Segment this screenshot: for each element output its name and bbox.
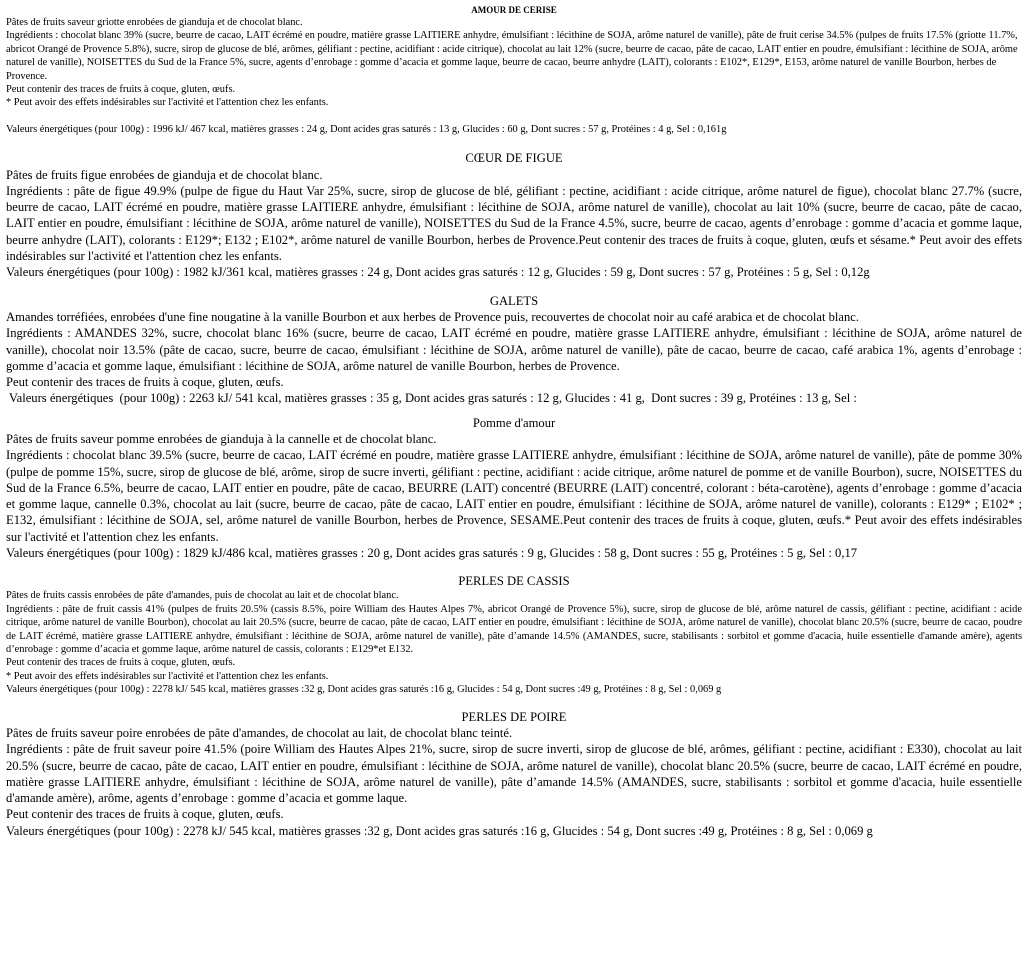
section-energy: Valeurs énergétiques (pour 100g) : 1982 kJ/361 kcal, matières grasses : 24 g, Dont acides gras saturés : 12 g, Glucides : 59 g, Dont sucres : 57 g, Protéines : 5 g, Sel : 0,12g <box>6 265 870 280</box>
product-sheet <box>6 4 1022 839</box>
section-galets <box>6 293 1022 407</box>
section-warning: * Peut avoir des effets indésirables sur l'activité et l'attention chez les enfants. <box>6 670 329 682</box>
section-title: AMOUR DE CERISE <box>471 5 557 15</box>
section-ingredients: Ingrédients : pâte de fruit cassis 41% (pulpes de fruits 20.5% (cassis 8.5%, poire William des Hautes Alpes 7%, abricot Orangé de Provence 5%), sucre, sirop de glucose de blé, arôme naturel de cassis, gélifiant : pectine, acidifiant : acide citrique, arôme naturel de vanille Bourbon), chocolat au lait 20.5% (sucre, beurre de cacao, pâte de cacao, LAIT entier en poudre, émulsifiant : lécithine de SOJA, arôme naturel de vanille), chocolat blanc 20.5% (sucre, beurre de cacao, poudre de LAIT écrémé, matière grasse LAITIERE anhydre, émulsifiant : lécithine de SOJA, arôme naturel de vanille), pâte d’amande 14.5% (AMANDES, sucre, stabilisants : sorbitol et gomme d'acacia, huile essentielle d'amande amère), agents d’enrobage : gomme d’acacia et gomme laque, arôme naturel de cassis, colorants : E129*et E132. <box>6 603 1022 655</box>
section-description: Pâtes de fruits cassis enrobées de pâte d'amandes, puis de chocolat au lait et de chocolat blanc. <box>6 590 399 602</box>
section-description: Pâtes de fruits figue enrobées de gianduja et de chocolat blanc. <box>6 167 323 182</box>
section-ingredients: Ingrédients : pâte de figue 49.9% (pulpe de figue du Haut Var 25%, sucre, sirop de glucose de blé, gélifiant : pectine, acidifiant : acide citrique, arôme naturel de figue), chocolat blanc 27.7% (sucre, beurre de cacao, LAIT écrémé en poudre, matière grasse LAITIERE anhydre, émulsifiant : lécithine de SOJA, arôme naturel de vanille), chocolat au lait 10% (sucre, beurre de cacao, pâte de cacao, LAIT entier en poudre, émulsifiant : lécithine de SOJA, arôme naturel de vanille), NOISETTES du Sud de la France 4.5%, sucre, beurre de cacao, agents d’enrobage : gomme d’acacia et gomme laque, beurre anhydre (LAIT), colorants : E129*; E132 ; E102*, arôme naturel de vanille Bourbon, herbes de Provence.Peut contenir des traces de fruits à coque, gluten, œufs et sésame.* Peut avoir des effets indésirables sur l'activité et l'attention chez les enfants. <box>6 183 1022 264</box>
section-energy: Valeurs énergétiques (pour 100g) : 2278 kJ/ 545 kcal, matières grasses :32 g, Dont acides gras saturés :16 g, Glucides : 54 g, Dont sucres :49 g, Protéines : 8 g, Sel : 0,069 g <box>6 684 722 696</box>
section-ingredients: Ingrédients : pâte de fruit saveur poire 41.5% (poire William des Hautes Alpes 21%, sucre, sirop de sucre inverti, sirop de glucose de blé, arômes, gélifiant : pectine, acidifiant : E330), chocolat au lait 20.5% (sucre, beurre de cacao, pâte de cacao, LAIT entier en poudre, émulsifiant : lécithine de SOJA, arôme naturel de vanille), chocolat blanc 20.5% (sucre, beurre de cacao, LAIT écrémé en poudre, matière grasse LAITIERE anhydre, émulsifiant : lécithine de SOJA, arôme naturel de vanille), pâte d’amande 14.5% (AMANDES, sucre, stabilisants : sorbitol et gomme d'acacia, huile essentielle d'amande amère), arôme, agents d’enrobage : gomme d’acacia et gomme laque. <box>6 742 1022 806</box>
section-description: Pâtes de fruits saveur griotte enrobées de gianduja et de chocolat blanc. <box>6 17 303 28</box>
section-warning: * Peut avoir des effets indésirables sur l'activité et l'attention chez les enfants. <box>6 97 329 109</box>
section-energy: Valeurs énergétiques (pour 100g) : 2278 kJ/ 545 kcal, matières grasses :32 g, Dont acides gras saturés :16 g, Glucides : 54 g, Dont sucres :49 g, Protéines : 8 g, Sel : 0,069 g <box>6 823 873 838</box>
section-perles-de-cassis <box>6 573 1022 696</box>
section-coeur-de-figue <box>6 150 1022 280</box>
section-traces: Peut contenir des traces de fruits à coque, gluten, œufs. <box>6 807 284 822</box>
section-traces: Peut contenir des traces de fruits à coque, gluten, œufs. <box>6 657 236 669</box>
section-traces: Peut contenir des traces de fruits à coque, gluten, œufs. <box>6 84 236 96</box>
section-title: Pomme d'amour <box>472 415 556 430</box>
section-description: Pâtes de fruits saveur pomme enrobées de gianduja à la cannelle et de chocolat blanc. <box>6 432 437 446</box>
section-traces: Peut contenir des traces de fruits à coque, gluten, œufs. <box>6 375 284 390</box>
section-energy: Valeurs énergétiques (pour 100g) : 2263 kJ/ 541 kcal, matières grasses : 35 g, Dont acides gras saturés : 12 g, Glucides : 41 g, Dont sucres : 39 g, Protéines : 13 g, Sel : <box>6 391 857 406</box>
section-energy: Valeurs énergétiques (pour 100g) : 1996 kJ/ 467 kcal, matières grasses : 24 g, Dont acides gras saturés : 13 g, Glucides : 60 g, Dont sucres : 57 g, Protéines : 4 g, Sel : 0,161g <box>6 123 727 135</box>
section-description: Amandes torréfiées, enrobées d'une fine nougatine à la vanille Bourbon et aux herbes de Provence puis, recouvertes de chocolat noir au café arabica et de chocolat blanc. <box>6 309 860 324</box>
section-title: PERLES DE POIRE <box>461 709 567 724</box>
section-amour-de-cerise <box>6 4 1022 136</box>
section-ingredients: Ingrédients : chocolat blanc 39.5% (sucre, beurre de cacao, LAIT écrémé en poudre, matière grasse LAITIERE anhydre, émulsifiant : lécithine de SOJA, arôme naturel de vanille), pâte de pomme 30% (pulpe de pomme 15%, sucre, sirop de glucose de blé, arôme, sirop de sucre inverti, gélifiant : pectine, acidifiant : acide citrique, arôme naturel de pomme et de vanille Bourbon), sucre, NOISETTES du Sud de la France 6.5%, beurre de cacao, LAIT entier en poudre, pâte de cacao, BEURRE (LAIT) concentré (BEURRE (LAIT) concentré, colorant : béta-carotène), agents d’enrobage : gomme d’acacia et gomme laque, cannelle 0.3%, chocolat au lait (sucre, beurre de cacao, pâte de cacao, LAIT entier en poudre, émulsifiant : lécithine de SOJA, arôme naturel de vanille), colorants : E129* ; E102* ; E132, émulsifiant : lécithine de SOJA, sel, arôme naturel de vanille Bourbon, herbes de Provence, SESAME.Peut contenir des traces de fruits à coque, gluten, œufs.* Peut avoir des effets indésirables sur l'activité et l'attention chez les enfants. <box>6 448 1022 544</box>
section-ingredients: Ingrédients : chocolat blanc 39% (sucre, beurre de cacao, LAIT écrémé en poudre, matière grasse LAITIERE anhydre, émulsifiant : lécithine de SOJA, arôme naturel de vanille), pâte de fruit cerise 34.5% (pulpes de fruits 17.5% (griotte 11.7%, abricot Orangé de Provence 5.8%), sucre, sirop de glucose de blé, arômes, gélifiant : pectine, acidifiant : acide citrique), chocolat au lait 12% (sucre, beurre de cacao, pâte de cacao, LAIT entier en poudre, émulsifiant : lécithine de SOJA, arôme naturel de vanille), NOISETTES du Sud de la France 5%, sucre, agents d’enrobage : gomme d’acacia et gomme laque, beurre de cacao, beurre anhydre (LAIT), colorants : E102*, E129*, E153, arôme naturel de vanille Bourbon, herbes de Provence. <box>6 30 1018 82</box>
section-perles-de-poire <box>6 709 1022 839</box>
section-ingredients: Ingrédients : AMANDES 32%, sucre, chocolat blanc 16% (sucre, beurre de cacao, LAIT écrémé en poudre, matière grasse LAITIERE anhydre, émulsifiant : lécithine de SOJA, arôme naturel de vanille), chocolat noir 13.5% (pâte de cacao, sucre, beurre de cacao, émulsifiant : lécithine de SOJA, arôme naturel de vanille), pâte de cacao, beurre de cacao, café arabica 1%, agents d’enrobage : gomme d’acacia et gomme laque, émulsifiant : lécithine de SOJA, arôme naturel de vanille Bourbon, herbes de Provence. <box>6 326 1022 373</box>
section-description: Pâtes de fruits saveur poire enrobées de pâte d'amandes, de chocolat au lait, de chocolat blanc teinté. <box>6 725 513 740</box>
section-title: CŒUR DE FIGUE <box>465 151 563 166</box>
section-title: PERLES DE CASSIS <box>458 574 570 589</box>
section-title: GALETS <box>489 293 539 308</box>
section-pomme-d-amour <box>6 415 1022 562</box>
section-energy: Valeurs énergétiques (pour 100g) : 1829 kJ/486 kcal, matières grasses : 20 g, Dont acides gras saturés : 9 g, Glucides : 58 g, Dont sucres : 55 g, Protéines : 5 g, Sel : 0,17 <box>6 546 858 561</box>
